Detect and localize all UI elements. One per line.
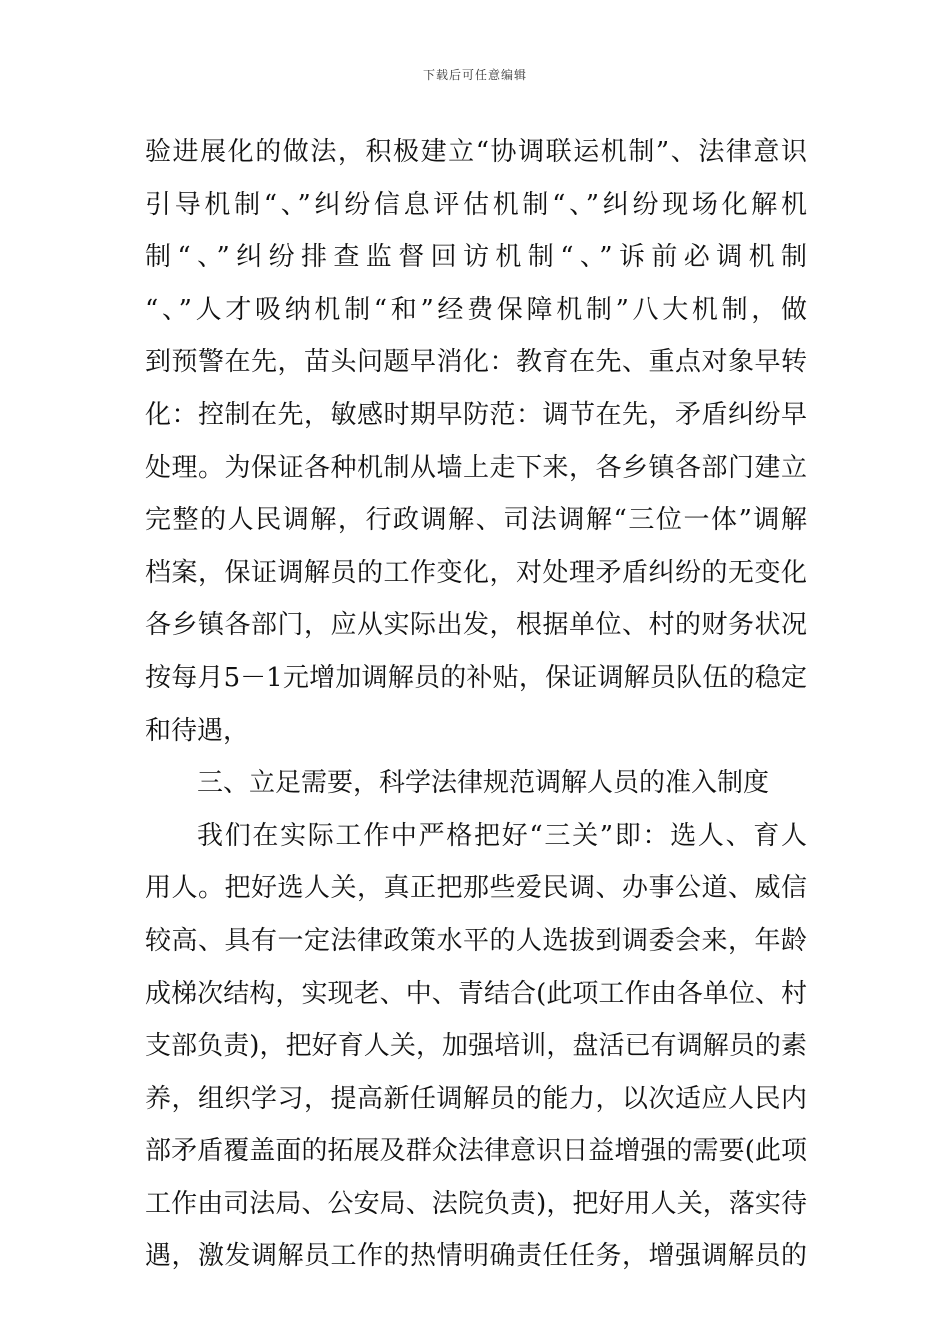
text-line: 支部负责)，把好育人关，加强培训，盘活已有调解员的素 — [145, 1031, 807, 1062]
text-line: 档案，保证调解员的工作变化，对处理矛盾纠纷的无变化 — [145, 557, 807, 588]
text-line: 完整的人民调解，行政调解、司法调解“三位一体”调解 — [145, 505, 807, 536]
text-line: 成梯次结构，实现老、中、青结合(此项工作由各单位、村 — [145, 978, 807, 1009]
text-line: 化：控制在先，敏感时期早防范：调节在先，矛盾纠纷早 — [145, 399, 807, 430]
text-line: 遇，激发调解员工作的热情明确责任任务，增强调解员的 — [145, 1241, 807, 1272]
text-line: 制“、”纠纷排查监督回访机制“、”诉前必调机制 — [145, 242, 807, 273]
text-line: 到预警在先，苗头问题早消化：教育在先、重点对象早转 — [145, 347, 807, 378]
text-line: 工作由司法局、公安局、法院负责)，把好用人关，落实待 — [145, 1188, 807, 1219]
text-line: 按每月5－1元增加调解员的补贴，保证调解员队伍的稳定 — [145, 662, 807, 693]
section-heading: 三、立足需要，科学法律规范调解人员的准入制度 — [197, 768, 770, 799]
text-line: 验进展化的做法，积极建立“协调联运机制”、法律意识 — [145, 137, 807, 167]
text-line: 和待遇， — [145, 715, 250, 746]
text-line: 处理。为保证各种机制从墙上走下来，各乡镇各部门建立 — [145, 452, 807, 483]
body-text — [145, 126, 807, 1283]
header-note: 下载后可任意编辑 — [422, 68, 527, 82]
text-line: 各乡镇各部门，应从实际出发，根据单位、村的财务状况 — [145, 610, 807, 641]
paragraph-first-line: 我们在实际工作中严格把好“三关”即：选人、育人 — [197, 820, 807, 851]
text-line: 较高、具有一定法律政策水平的人选拔到调委会来，年龄 — [145, 925, 807, 956]
text-line: “、”人才吸纳机制“和”经费保障机制”八大机制，做 — [145, 294, 807, 325]
text-line: 部矛盾覆盖面的拓展及群众法律意识日益增强的需要(此项 — [145, 1136, 807, 1167]
text-line: 引导机制“、”纠纷信息评估机制“、”纠纷现场化解机 — [145, 189, 807, 220]
text-line: 用人。把好选人关，真正把那些爱民调、办事公道、威信 — [145, 873, 807, 904]
text-line: 养，组织学习，提高新任调解员的能力，以次适应人民内 — [145, 1083, 807, 1114]
